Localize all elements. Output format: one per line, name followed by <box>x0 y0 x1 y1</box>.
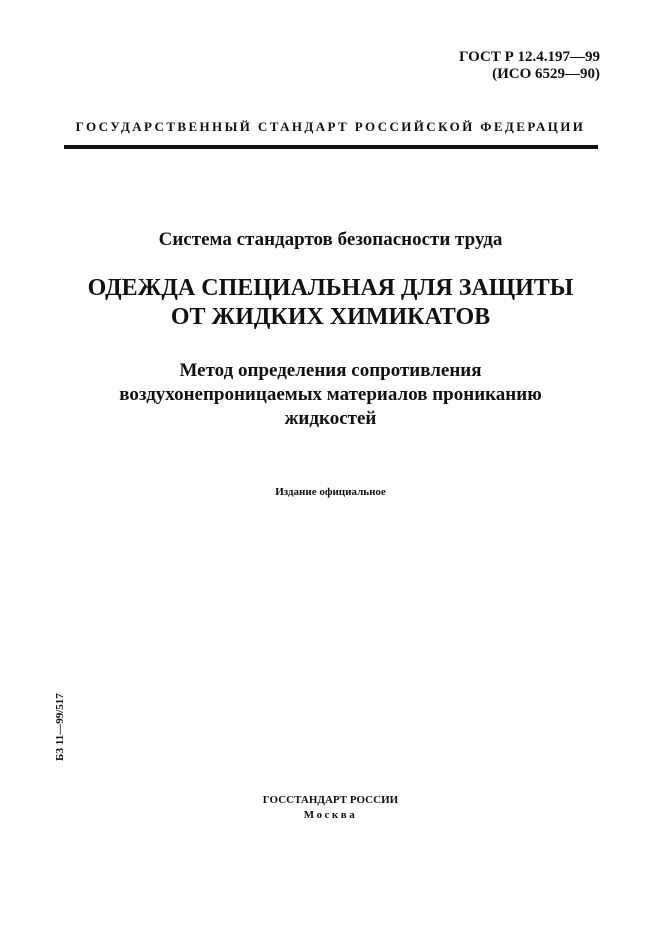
standard-number-block <box>459 49 600 83</box>
gost-number: ГОСТ Р 12.4.197—99 <box>458 49 600 65</box>
main-title-line-2: ОТ ЖИДКИХ ХИМИКАТОВ <box>170 304 491 330</box>
publisher-block <box>0 793 661 823</box>
publisher-city: Москва <box>303 809 358 821</box>
subtitle-line-1: Метод определения сопротивления <box>179 360 482 381</box>
method-subtitle <box>0 359 661 431</box>
iso-number: (ИСО 6529—90) <box>492 66 600 82</box>
side-code: БЗ 11—99/517 <box>54 693 66 761</box>
state-standard-heading: ГОСУДАРСТВЕННЫЙ СТАНДАРТ РОССИЙСКОЙ ФЕДЕРАЦИИ <box>75 119 586 134</box>
official-edition-label: Издание официальное <box>275 486 386 498</box>
system-title: Система стандартов безопасности труда <box>158 229 503 250</box>
publisher-name: ГОССТАНДАРТ РОССИИ <box>262 794 399 806</box>
main-title <box>0 274 661 332</box>
subtitle-line-3: жидкостей <box>284 408 377 429</box>
header-divider <box>64 145 598 149</box>
main-title-line-1: ОДЕЖДА СПЕЦИАЛЬНАЯ ДЛЯ ЗАЩИТЫ <box>87 275 574 301</box>
subtitle-line-2: воздухонепроницаемых материалов прониканию <box>119 384 542 405</box>
